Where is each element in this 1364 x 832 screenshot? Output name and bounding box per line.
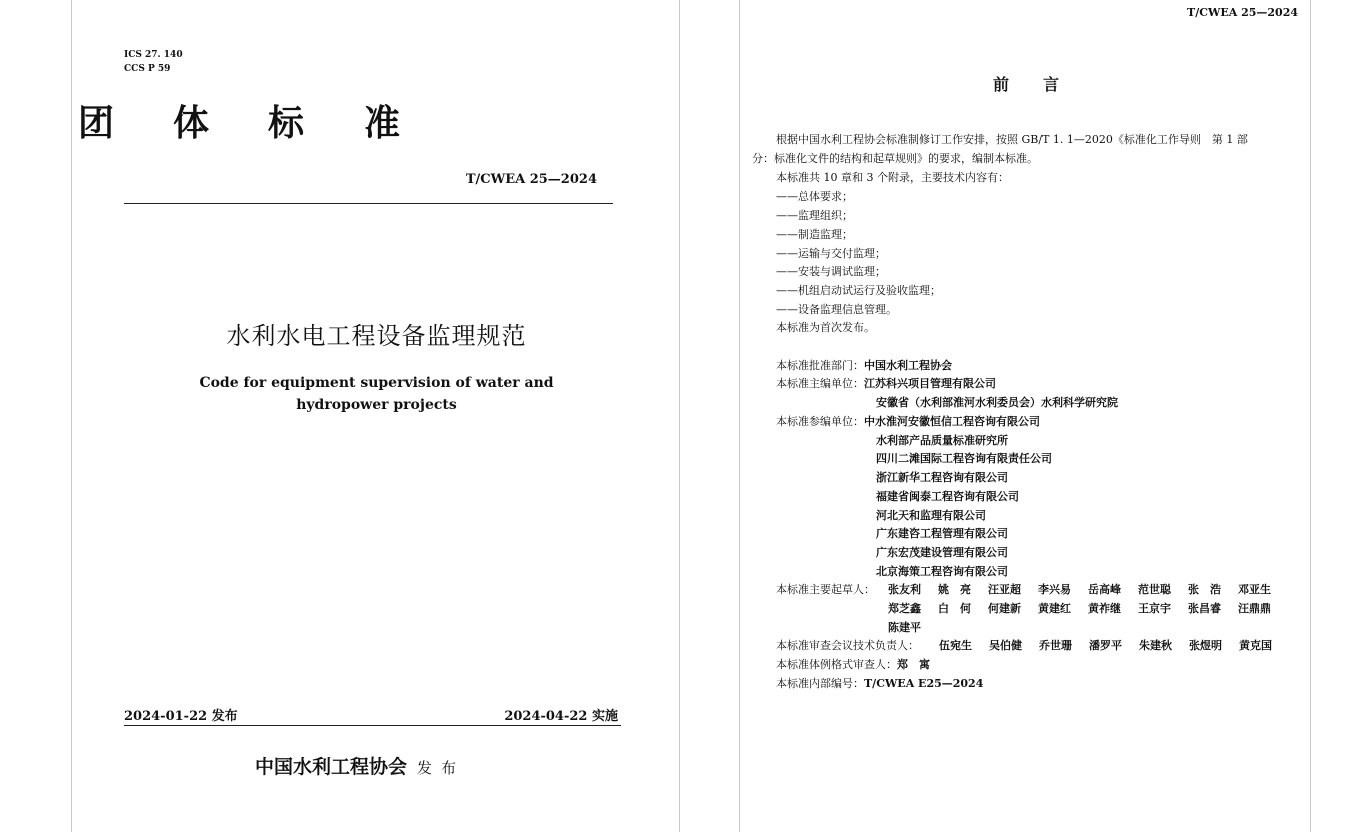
list-item: ——总体要求； [776,190,853,203]
internal-number-line [776,674,983,693]
paragraph-line: 根据中国水利工程协会标准制修订工作安排，按照 GB/T 1. 1—2020《标准化工作导则 第 1 部 [776,133,1248,146]
person-name: 岳高峰 [1088,583,1121,596]
person-name: 伍宛生 [939,639,972,652]
approval-line [776,356,952,375]
person-name: 王京宇 [1138,602,1171,615]
format-label: 本标准体例格式审查人： [776,658,897,671]
title-english [72,372,681,416]
chief-unit-line [776,374,996,393]
paragraph: 本标准为首次发布。 [776,321,875,334]
person-name: 汪亚超 [988,583,1021,596]
person-name: 黄祚继 [1088,602,1121,615]
person-name: 汪鼎鼎 [1238,602,1271,615]
participant-unit: 河北天和监理有限公司 [876,509,986,522]
person-name: 姚 亮 [938,583,971,596]
participant-unit: 北京海策工程咨询有限公司 [876,565,1008,578]
participant-unit: 浙江新华工程咨询有限公司 [876,471,1008,484]
standard-number: T/CWEA 25—2024 [465,172,597,187]
doc-type-char: 准 [364,103,401,144]
doc-type-char: 体 [173,103,210,144]
doc-type-char: 标 [268,103,305,144]
drafters-label: 本标准主要起草人： [776,583,875,596]
drafters-line [776,580,1288,599]
review-line [776,636,1289,655]
list-item: ——机组启动试运行及验收监理； [776,284,941,297]
approval-dept: 中国水利工程协会 [864,359,952,372]
person-name: 张煜明 [1189,639,1222,652]
title-english-line: Code for equipment supervision of water and [199,375,554,391]
ics-code: ICS 27. 140 [124,50,183,60]
participant-unit: 福建省闽泰工程咨询有限公司 [876,490,1019,503]
list-item: ——安装与调试监理； [776,265,886,278]
participant-unit: 广东宏茂建设管理有限公司 [876,546,1008,559]
format-review-line [776,655,930,674]
person-name: 范世聪 [1138,583,1171,596]
drafters-line [888,599,1288,618]
participant-unit: 中水淮河安徽恒信工程咨询有限公司 [864,415,1040,428]
list-item: ——制造监理； [776,228,853,241]
header-standard-number: T/CWEA 25—2024 [1187,6,1298,19]
list-item: ——监理组织； [776,209,853,222]
list-item: ——运输与交付监理； [776,247,886,260]
publisher-suffix: 发布 [417,759,466,777]
doc-type-char: 团 [78,103,115,144]
chief-label: 本标准主编单位： [776,377,864,390]
person-name: 乔世珊 [1039,639,1072,652]
issue-date: 2024-01-22 发布 [124,709,238,724]
person-name: 郑 寓 [897,658,930,671]
participant-unit: 四川二滩国际工程咨询有限责任公司 [876,452,1052,465]
person-name: 黄建红 [1038,602,1071,615]
divider [124,203,613,204]
ccs-code: CCS P 59 [124,64,171,74]
person-name: 白 何 [938,602,971,615]
review-label: 本标准审查会议技术负责人： [776,639,919,652]
internal-label: 本标准内部编号： [776,677,864,690]
title-chinese: 水利水电工程设备监理规范 [226,322,527,350]
divider [124,725,621,726]
participant-unit-line [776,412,1040,431]
person-name: 郑芝鑫 [888,602,921,615]
chief-unit: 安徽省（水利部淮河水利委员会）水利科学研究院 [876,396,1118,409]
person-name: 张友利 [888,583,921,596]
participant-label: 本标准参编单位： [776,415,864,428]
participant-unit: 水利部产品质量标准研究所 [876,434,1008,447]
approval-label: 本标准批准部门： [776,359,864,372]
person-name: 朱建秋 [1139,639,1172,652]
chief-unit: 江苏科兴项目管理有限公司 [864,377,996,390]
person-name: 陈建平 [888,621,921,634]
person-name: 李兴易 [1038,583,1071,596]
foreword-page [739,0,1311,832]
person-name: 邓亚生 [1238,583,1271,596]
person-name: 黄克国 [1239,639,1272,652]
foreword-title: 前言 [992,75,1093,94]
paragraph: 本标准共 10 章和 3 个附录，主要技术内容有： [776,171,1009,184]
person-name: 何建新 [988,602,1021,615]
participant-unit: 广东建咨工程管理有限公司 [876,527,1008,540]
person-name: 张昌睿 [1188,602,1221,615]
title-english-line: hydropower projects [296,397,457,413]
list-item: ——设备监理信息管理。 [776,303,897,316]
person-name: 张 浩 [1188,583,1221,596]
paragraph-line: 分：标准化文件的结构和起草规则》的要求，编制本标准。 [752,152,1038,165]
publisher [255,752,465,779]
effective-date: 2024-04-22 实施 [504,709,618,724]
person-name: 潘罗平 [1089,639,1122,652]
cover-page [71,0,680,832]
internal-number: T/CWEA E25—2024 [864,677,984,690]
publisher-name: 中国水利工程协会 [255,756,408,778]
person-name: 吴伯健 [989,639,1022,652]
